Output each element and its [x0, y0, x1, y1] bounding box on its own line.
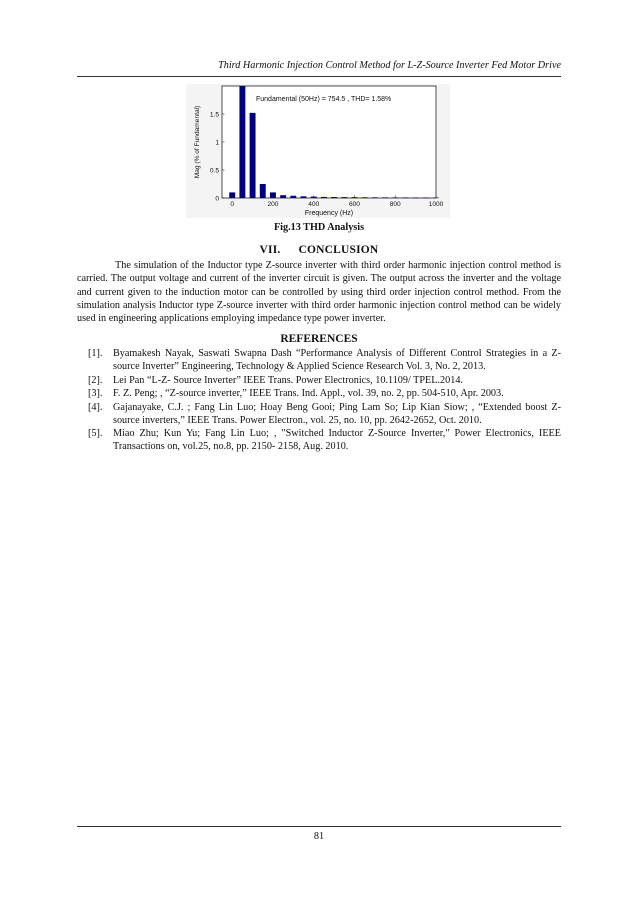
figure-caption: Fig.13 THD Analysis: [273, 222, 365, 233]
conclusion-paragraph: The simulation of the Inductor type Z-source inverter with third order harmonic injection control method is carried. The output voltage and current of the inverter circuit is given. The output across the inverter and the voltage and current given to the induction motor can be controlled by using third order injection control method. From the simulation analysis Inductor type Z-source inverter with third order harmonic injection control method can be widely used in engineering applications employing impedance type power inverter.: [77, 260, 561, 325]
y-tick-label: 1: [215, 139, 219, 147]
harmonic-bar: [331, 197, 337, 198]
harmonic-bar: [321, 197, 327, 198]
x-tick-label: 1000: [428, 201, 444, 208]
y-axis-label: Mag (% of Fundamental): [194, 105, 201, 179]
header-rule: [77, 76, 561, 77]
harmonic-bar: [362, 197, 368, 198]
references-list: [77, 347, 561, 454]
x-tick-label: 200: [267, 201, 279, 208]
reference-text: Gajanayake, C.J. ; Fang Lin Luo; Hoay Beng Gooi; Ping Lam So; Lip Kian Siow; , “Extended boost Z-source inverters,” IEEE Trans. Power Electron., vol. 25, no. 10, pp. 2642-2652, Oct. 2010.: [113, 401, 561, 426]
reference-item: [77, 347, 561, 373]
y-tick-label: 0: [215, 195, 219, 203]
harmonic-bar: [413, 198, 419, 199]
harmonic-bar: [250, 113, 256, 198]
page-number: 81: [313, 831, 325, 842]
conclusion-title: CONCLUSION: [298, 244, 379, 256]
footer-rule: [77, 826, 561, 827]
reference-text: F. Z. Peng; , “Z-source inverter,” IEEE Trans. Ind. Appl., vol. 39, no. 2, pp. 504-510, Apr. 2003.: [113, 388, 504, 399]
reference-number: [4].: [88, 401, 103, 413]
x-axis-label: Frequency (Hz): [304, 210, 354, 217]
harmonic-bar: [423, 198, 429, 199]
conclusion-heading: [77, 244, 561, 256]
references-heading: REFERENCES: [280, 333, 358, 345]
x-tick-label: 800: [389, 201, 401, 208]
thd-figure: [186, 84, 450, 218]
thd-chart: [186, 84, 450, 218]
x-tick-label: 600: [348, 201, 360, 208]
reference-item: [77, 401, 561, 427]
reference-item: [77, 374, 561, 387]
harmonic-bar: [341, 197, 347, 198]
reference-number: [5].: [88, 428, 103, 439]
harmonic-bar: [372, 197, 378, 198]
harmonic-bar: [301, 196, 307, 198]
reference-text: Miao Zhu; Kun Yu; Fang Lin Luo; , "Switched Inductor Z-Source Inverter," Power Electronics, IEEE Transactions on, vol.25, no.8, pp. 2150- 2158, Aug. 2010.: [113, 428, 561, 452]
reference-item: [77, 387, 561, 400]
x-tick-label: 400: [308, 201, 320, 208]
reference-text: Byamakesh Nayak, Saswati Swapna Dash “Performance Analysis of Different Control Strategies in a Z-source Inverter” Engineering, Technology & Applied Science Research Vol. 3, No. 2, 2013.: [113, 348, 561, 372]
harmonic-bar: [239, 86, 245, 198]
x-tick-label: 0: [230, 201, 235, 208]
reference-item: [77, 427, 561, 453]
harmonic-bar: [280, 195, 286, 198]
chart-title: Fundamental (50Hz) = 754.5 , THD= 1.58%: [256, 96, 392, 103]
conclusion-number: VII.: [259, 244, 281, 256]
running-header: Third Harmonic Injection Control Method for L-Z-Source Inverter Fed Motor Drive: [218, 60, 561, 71]
reference-number: [3].: [88, 388, 103, 399]
y-tick-label: 0.5: [209, 167, 219, 175]
harmonic-bar: [260, 184, 266, 198]
reference-number: [2].: [88, 374, 103, 386]
harmonic-bar: [290, 196, 296, 198]
reference-text: Lei Pan “L-Z- Source Inverter” IEEE Trans. Power Electronics, 10.1109/ TPEL.2014.: [113, 374, 463, 386]
harmonic-bar: [382, 197, 388, 198]
harmonic-bar: [402, 197, 408, 198]
y-tick-label: 1.5: [209, 111, 219, 119]
reference-number: [1].: [88, 348, 103, 359]
